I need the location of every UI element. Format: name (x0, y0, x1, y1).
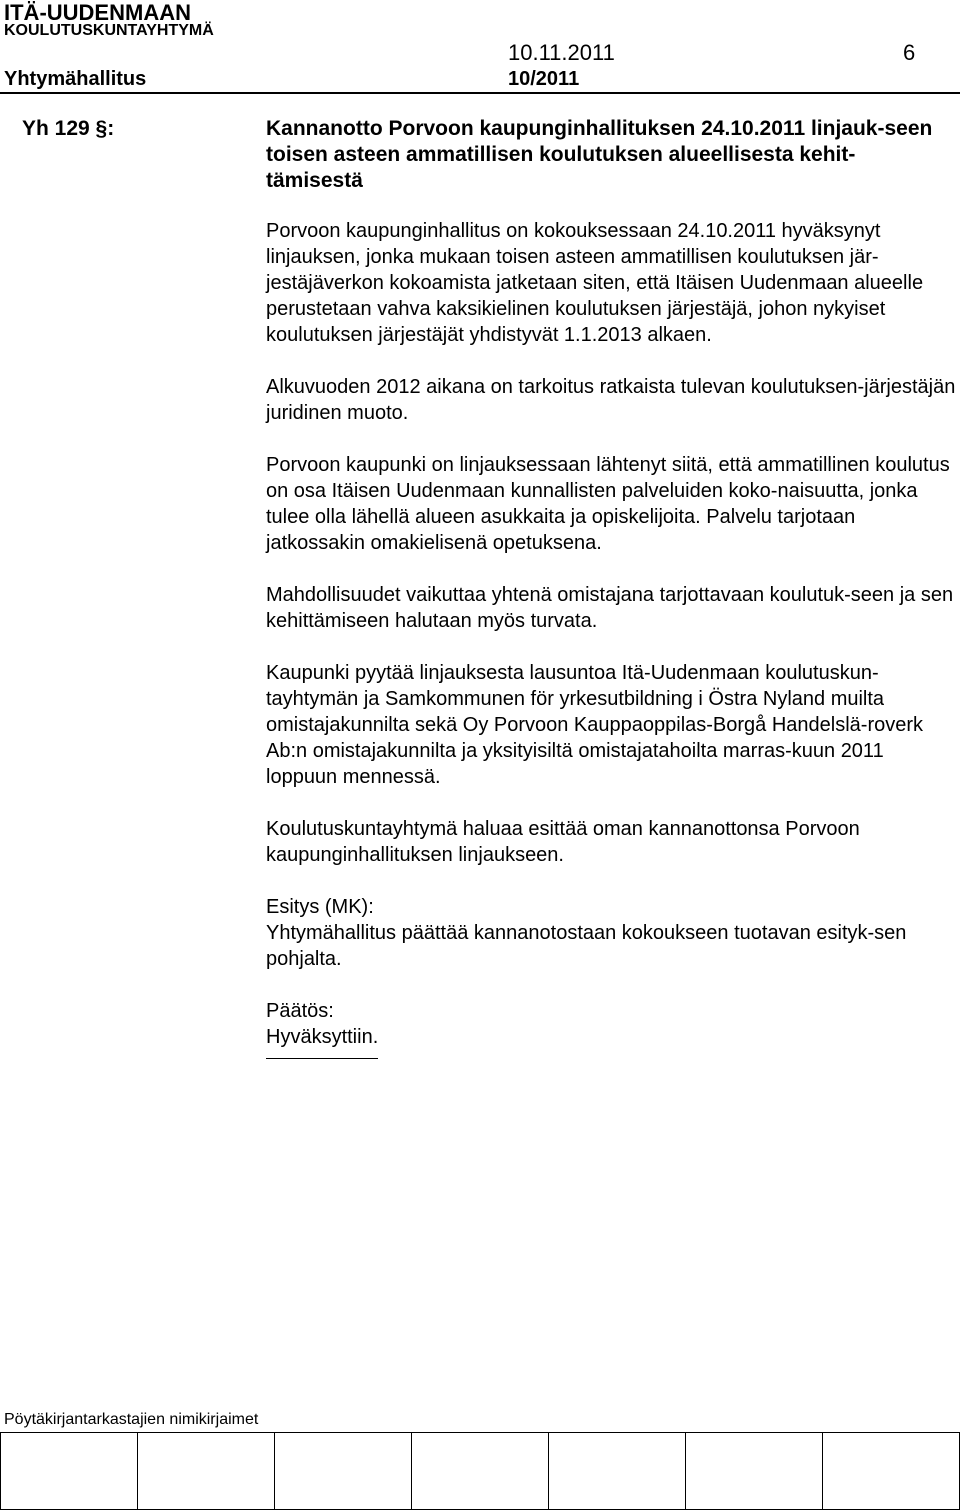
proposal-text: Yhtymähallitus päättää kannanotostaan kokoukseen tuotavan esityk-sen pohjalta. (266, 922, 907, 970)
initials-cell (412, 1433, 549, 1509)
meeting-date: 10.11.2011 (508, 40, 615, 65)
initials-cell (686, 1433, 823, 1509)
decision-text: Hyväksyttiin. (266, 1026, 379, 1048)
governing-body: Yhtymähallitus (4, 68, 147, 90)
meeting-number: 10/2011 (508, 68, 580, 90)
signature-underline (266, 1058, 378, 1059)
footer-label: Pöytäkirjantarkastajien nimikirjaimet (4, 1411, 259, 1428)
paragraph: Koulutuskuntayhtymä haluaa esittää oman kannanottonsa Porvoon kaupunginhallituksen linjaukseen. (266, 818, 860, 866)
initials-cell (275, 1433, 412, 1509)
initials-cell (549, 1433, 686, 1509)
initials-cell (823, 1433, 959, 1509)
paragraph: Mahdollisuudet vaikuttaa yhtenä omistajana tarjottavaan koulutuk-seen ja sen kehittämiseen halutaan myös turvata. (266, 584, 954, 632)
header-divider (0, 92, 960, 94)
org-name-line1: ITÄ-UUDENMAAN (4, 0, 191, 25)
section-title: Kannanotto Porvoon kaupunginhallituksen 24.10.2011 linjauk-seen toisen asteen ammatillisen koulutuksen alueellisesta kehit-tämisestä (266, 117, 933, 192)
initials-box (0, 1432, 960, 1510)
org-name-line2: KOULUTUSKUNTAYHTYMÄ (4, 22, 214, 39)
section-number: Yh 129 §: (22, 117, 115, 140)
paragraph: Alkuvuoden 2012 aikana on tarkoitus ratkaista tulevan koulutuksen-järjestäjän juridinen muoto. (266, 376, 956, 424)
paragraph: Porvoon kaupunginhallitus on kokouksessaan 24.10.2011 hyväksynyt linjauksen, jonka mukaan toisen asteen ammatillisen koulutuksen jär-jestäjäverkon kokoamista jatketaan siten, että Itäisen Uudenmaan alueelle perustetaan vahva kaksikielinen koulutuksen järjestäjä, johon nykyiset koulutuksen järjestäjät yhdistyvät 1.1.2013 alkaen. (266, 220, 924, 346)
initials-cell (138, 1433, 275, 1509)
document-content (266, 218, 956, 1059)
decision-label: Päätös: (266, 1000, 334, 1022)
paragraph: Kaupunki pyytää linjauksesta lausuntoa Itä-Uudenmaan koulutuskun-tayhtymän ja Samkommunen för yrkesutbildning i Östra Nyland muilta omistajakunnilta sekä Oy Porvoon Kauppaoppilas-Borgå Handelslä-roverk Ab:n omistajakunnilta ja yksityisiltä omistajatahoilta marras-kuun 2011 loppuun mennessä. (266, 662, 924, 788)
paragraph: Porvoon kaupunki on linjauksessaan lähtenyt siitä, että ammatillinen koulutus on osa Itäisen Uudenmaan kunnallisten palveluiden koko-naisuutta, jonka tulee olla lähellä alueen asukkaita ja opiskelijoita. Palvelu tarjotaan jatkossakin omakielisenä opetuksena. (266, 454, 950, 554)
proposal-label: Esitys (MK): (266, 896, 374, 918)
initials-cell (1, 1433, 138, 1509)
page-number: 6 (903, 40, 916, 65)
